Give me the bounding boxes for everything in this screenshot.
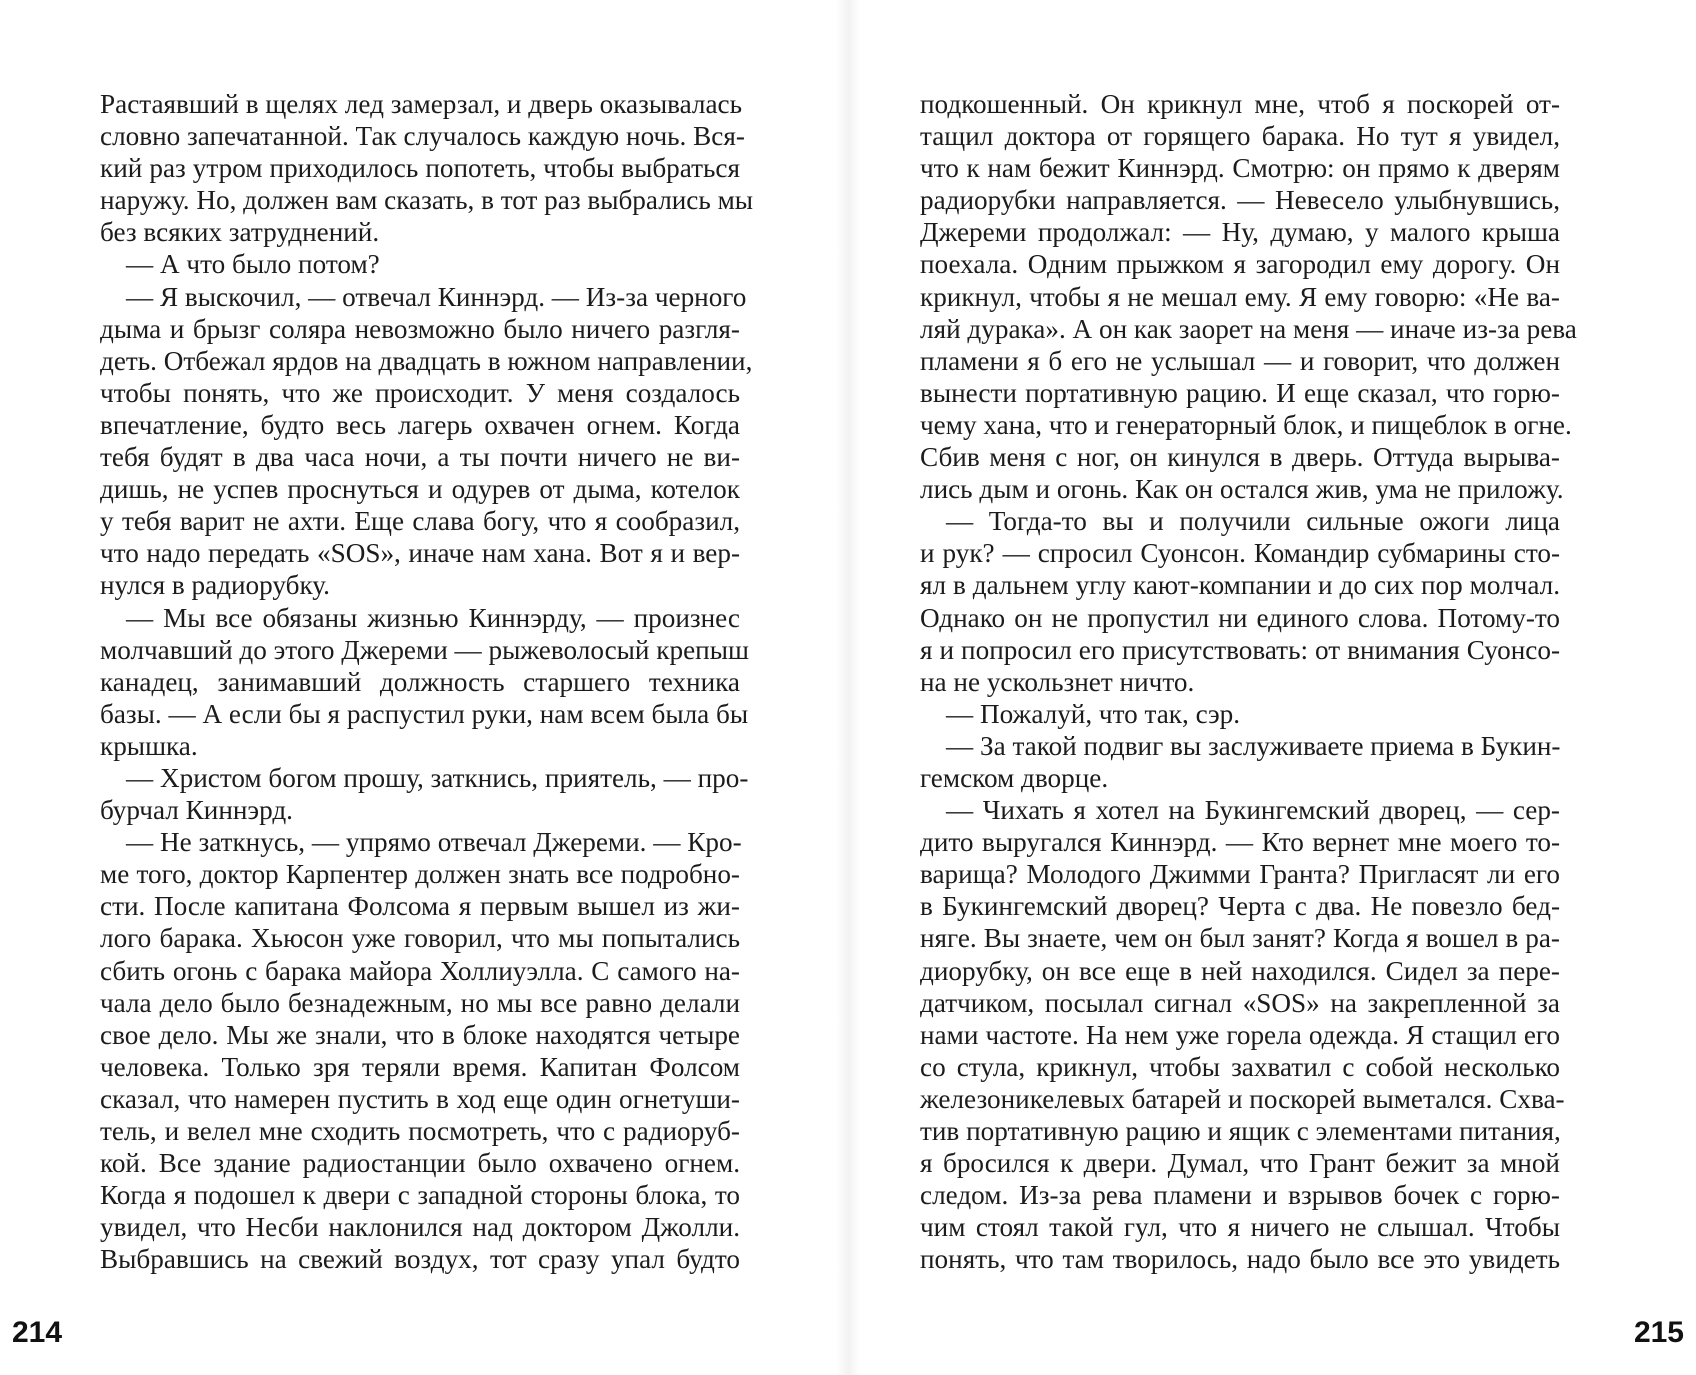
- text-line: Однако он не пропустил ни единого слова. Потому-то: [920, 602, 1560, 633]
- text-line: чтобы понять, что же происходит. У меня создалось: [100, 377, 740, 408]
- text-line: вынести портативную рацию. И еще сказал, что горю-: [920, 377, 1560, 408]
- text-line: сказал, что намерен пустить в ход еще один огнетуши-: [100, 1083, 740, 1114]
- text-line: лись дым и огонь. Как он остался жив, ума не приложу.: [920, 474, 1564, 505]
- text-line: гемском дворце.: [920, 762, 1109, 793]
- text-line: подкошенный. Он крикнул мне, чтоб я поскорей от-: [920, 89, 1560, 119]
- text-line: — А что было потом?: [126, 249, 380, 280]
- text-line: наружу. Но, должен вам сказать, в тот раз выбрались мы: [100, 185, 754, 216]
- text-line: няге. Вы знаете, чем он был занят? Когда я вошел в ра-: [920, 923, 1560, 954]
- text-line: чему хана, что и генераторный блок, и пищеблок в огне.: [920, 409, 1572, 440]
- right-page: [848, 0, 1696, 1375]
- text-line: я бросился к двери. Думал, что Грант бежит за мной: [920, 1148, 1560, 1179]
- text-line: и рук? — спросил Суонсон. Командир субмарины сто-: [920, 538, 1560, 569]
- text-line: поехала. Одним прыжком я загородил ему дорогу. Он: [920, 249, 1560, 280]
- text-line: следом. Из-за рева пламени и взрывов бочек с горю-: [920, 1180, 1560, 1211]
- text-line: понять, что там творилось, надо было все это увидеть: [920, 1244, 1560, 1275]
- text-line: деть. Отбежал ярдов на двадцать в южном направлении,: [100, 345, 753, 376]
- text-line: — Я выскочил, — отвечал Киннэрд. — Из-за черного: [126, 281, 747, 312]
- text-line: молчавший до этого Джереми — рыжеволосый крепыш: [100, 634, 749, 665]
- text-line: дыма и брызг соляра невозможно было ничего разгля-: [100, 313, 740, 344]
- text-line: словно запечатанной. Так случалось каждую ночь. Вся-: [100, 121, 745, 152]
- text-line: свое дело. Мы же знали, что в блоке находятся четыре: [100, 1019, 740, 1050]
- text-line: — За такой подвиг вы заслуживаете приема в Букин-: [946, 730, 1561, 761]
- text-line: — Мы все обязаны жизнью Киннэрду, — произнес: [126, 602, 740, 633]
- text-line: увидел, что Несби наклонился над доктором Джолли.: [100, 1212, 740, 1243]
- text-line: впечатление, будто весь лагерь охвачен огнем. Когда: [100, 409, 740, 440]
- text-line: Сбив меня с ног, он кинулся в дверь. Оттуда вырыва-: [920, 442, 1560, 473]
- text-line: ме того, доктор Карпентер должен знать все подробно-: [100, 859, 740, 890]
- text-line: со стула, крикнул, чтобы захватил с собой несколько: [920, 1051, 1560, 1082]
- text-line: нами частоте. На нем уже горела одежда. Я стащил его: [920, 1019, 1560, 1050]
- text-line: чала дело было безнадежным, но мы все равно делали: [100, 987, 740, 1018]
- text-line: Растаявший в щелях лед замерзал, и дверь оказывалась: [100, 89, 742, 119]
- text-line: крышка.: [100, 730, 198, 761]
- text-line: человека. Только зря теряли время. Капитан Фолсом: [100, 1051, 740, 1082]
- text-line: варища? Молодого Джимми Гранта? Пригласят ли его: [920, 859, 1560, 890]
- text-line: кой. Все здание радиостанции было охвачено огнем.: [100, 1148, 740, 1179]
- text-line: тель, и велел мне сходить посмотреть, что с радиоруб-: [100, 1116, 740, 1146]
- text-line: сти. После капитана Фолсома я первым вышел из жи-: [100, 891, 740, 922]
- text-line: диорубку, он все еще в ней находился. Сидел за пере-: [920, 955, 1560, 986]
- text-line: на не ускользнет ничто.: [920, 666, 1195, 697]
- text-line: канадец, занимавший должность старшего техника: [100, 666, 740, 697]
- text-line: радиорубки направляется. — Невесело улыбнувшись,: [920, 185, 1560, 216]
- text-line: лого барака. Хьюсон уже говорил, что мы попытались: [100, 923, 740, 954]
- text-line: сбить огонь с барака майора Холлиуэлла. С самого на-: [100, 955, 740, 986]
- text-line: бурчал Киннэрд.: [100, 795, 293, 826]
- text-line: Когда я подошел к двери с западной стороны блока, то: [100, 1180, 740, 1211]
- text-line: — Чихать я хотел на Букингемский дворец, — сер-: [946, 795, 1560, 826]
- left-page-number: 214: [12, 1316, 63, 1349]
- text-line: железоникелевых батарей и поскорей выметался. Схва-: [920, 1083, 1565, 1114]
- text-line: дишь, не успев проснуться и одурев от дыма, котелок: [100, 474, 740, 505]
- text-line: я и попросил его присутствовать: от внимания Суонсо-: [920, 634, 1560, 665]
- text-line: тащил доктора от горящего барака. Но тут я увидел,: [920, 121, 1560, 152]
- text-line: дито выругался Киннэрд. — Кто вернет мне моего то-: [920, 827, 1560, 858]
- text-line: нулся в радиорубку.: [100, 570, 330, 601]
- text-line: кий раз утром приходилось попотеть, чтобы выбраться: [100, 153, 740, 184]
- text-line: Выбравшись на свежий воздух, тот сразу упал будто: [100, 1244, 740, 1275]
- text-line: чим стоял такой гул, что я ничего не слышал. Чтобы: [920, 1212, 1560, 1243]
- text-line: датчиком, посылал сигнал «SOS» на закрепленной за: [920, 987, 1560, 1018]
- text-line: пламени я б его не услышал — и говорит, что должен: [920, 345, 1560, 376]
- text-line: без всяких затруднений.: [100, 217, 380, 248]
- text-line: в Букингемский дворец? Черта с два. Не повезло бед-: [920, 891, 1560, 922]
- text-line: Джереми продолжал: — Ну, думаю, у малого крыша: [920, 217, 1560, 248]
- right-page-text: [920, 88, 1577, 1275]
- text-line: — Не заткнусь, — упрямо отвечал Джереми. — Кро-: [126, 827, 742, 858]
- text-line: — Христом богом прошу, заткнись, приятель, — про-: [126, 762, 749, 793]
- text-line: что надо передать «SOS», иначе нам хана. Вот я и вер-: [100, 538, 740, 569]
- text-line: — Пожалуй, что так, сэр.: [946, 698, 1241, 729]
- text-line: ляй дурака». А он как заорет на меня — иначе из-за рева: [920, 313, 1577, 344]
- text-line: ял в дальнем углу кают-компании и до сих пор молчал.: [920, 570, 1560, 601]
- text-line: крикнул, чтобы я не мешал ему. Я ему говорю: «Не ва-: [920, 281, 1560, 312]
- text-line: тебя будят в два часа ночи, а ты почти ничего не ви-: [100, 442, 740, 473]
- text-line: — Тогда-то вы и получили сильные ожоги лица: [946, 506, 1560, 537]
- text-line: у тебя варит не ахти. Еще слава богу, что я сообразил,: [100, 506, 740, 537]
- text-line: тив портативную рацию и ящик с элементами питания,: [920, 1116, 1561, 1146]
- left-page-text: [100, 88, 754, 1275]
- right-page-number: 215: [1633, 1316, 1684, 1349]
- text-line: что к нам бежит Киннэрд. Смотрю: он прямо к дверям: [920, 153, 1560, 184]
- text-line: базы. — А если бы я распустил руки, нам всем была бы: [100, 698, 749, 729]
